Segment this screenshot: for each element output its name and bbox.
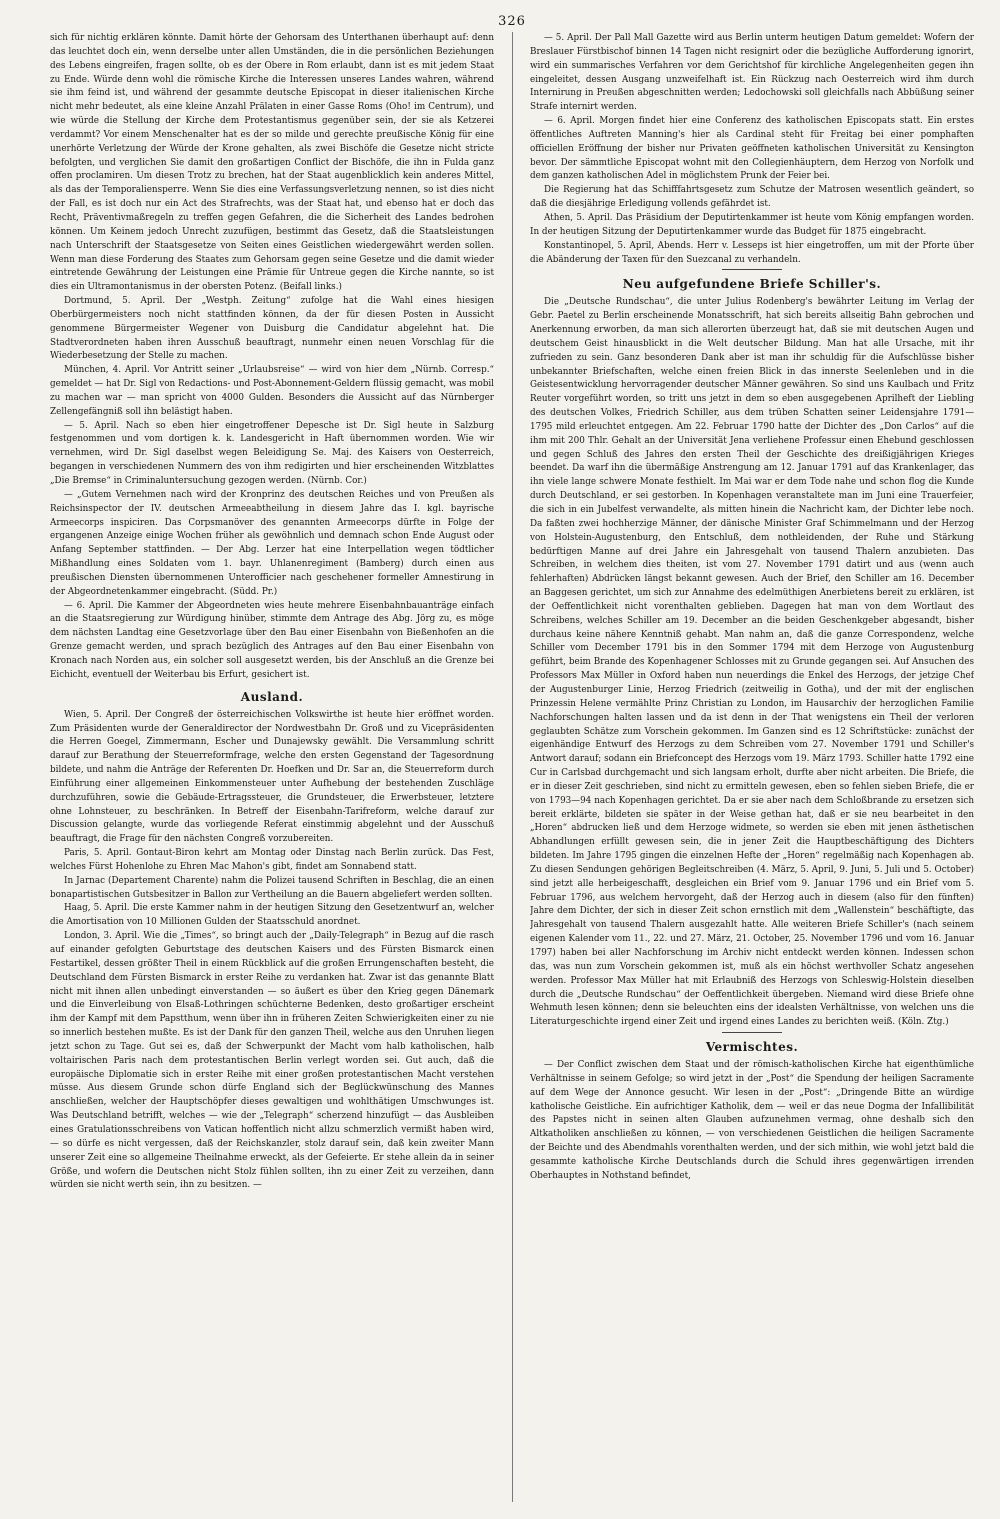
- section-heading-ausland: Ausland.: [240, 689, 304, 704]
- schiller-article: [530, 296, 974, 1030]
- article-paragraph: Die „Deutsche Rundschau“, die unter Julius Rodenberg's bewährter Leitung im Verlag der Gebr. Paetel zu Berlin erscheinende Monatsschrift, hat sich bereits allseitig Bahn gebrochen und Anerkennung erworben, da man sich allerorten überzeugt hat, daß sie mit deutschen Augen und deutschem Geist hinausblickt in die Welt deutscher Bildung. Man hat alle Ursache, mit ihr zufrieden zu sein. Ganz besonderen Dank aber ist man ihr schuldig für die Aufschlüsse bisher unbekannter Briefschaften, welche einen freien Blick in das innerste Seelenleben und in die Geistesentwicklung hervorragender deutscher Männer gewähren. So sind uns Kaulbach und Fritz Reuter vorgeführt worden, so tritt uns jetzt in dem so eben ausgegebenen Aprilheft der Liebling des deutschen Volkes, Friedrich Schiller, aus dem trüben Schatten seiner Leidensjahre 1791—1795 mild erleuchtet entgegen. Am 22. Februar 1790 hatte der Dichter des „Don Carlos“ auf die ihm mit 200 Thlr. Gehalt an der Universität Jena verliehene Professur einen Ehebund geschlossen und gegen Schluß des Jahres den ersten Theil der Geschichte des dreißigjährigen Krieges beendet. Da warf ihn die übermäßige Anstrengung am 12. Januar 1791 auf das Krankenlager, das ihn viele lange schwere Monate festhielt. Im Mai war er dem Tode nahe und schon flog die Kunde durch Deutschland, er sei gestorben. In Kopenhagen veranstaltete man im Juni eine Trauerfeier, die sich in ein Jubelfest verwandelte, als mitten hinein die Nachricht kam, der Dichter lebe noch. Da faßten zwei hochherzige Männer, der dänische Minister Graf Schimmelmann und der Herzog von Holstein-Augustenburg, den Entschluß, dem nothleidenden, der Ruhe und Stärkung bedürftigen Manne auf drei Jahre ein Jahresgehalt von tausend Thalern anzubieten. Das Schreiben, in welchem dies theiten, ist vom 27. November 1791 datirt und aus (wenn auch fehlerhaften) Abdrücken längst bekannt gewesen. Auch der Brief, den Schiller am 16. December an Baggesen gerichtet, um sich zur Annahme des edelmüthigen Anerbietens bereit zu erklären, ist der Oeffentlichkeit nicht vorenthalten geblieben. Dagegen hat man von dem Wortlaut des Schreibens, welches Schiller am 19. December an die beiden Geschenkgeber abgesandt, bisher durchaus keine nähere Kenntniß gehabt. Man nahm an, daß die ganze Correspondenz, welche Schiller vom December 1791 bis in den Sommer 1794 mit dem Herzoge von Augustenburg geführt, beim Brande des Kopenhagener Schlosses mit zu Grunde gegangen sei. Auf Ansuchen des Professors Max Müller in Oxford haben nun neuerdings die Enkel des Herzogs, der jetzige Chef der Augustenburger Linie, Herzog Friedrich (zeitweilig in Gotha), und der mit der englischen Prinzessin Helene vermählte Prinz Christian zu London, im Hausarchiv der herzoglichen Familie Nachforschungen halten lassen und da ist denn in der That wenigstens ein Theil der verloren geglaubten Schätze zum Vorschein gekommen. Im Ganzen sind es 12 Schriftstücke: zunächst der eigenhändige Entwurf des Herzogs zu dem Schreiben vom 27. November 1791 und Schiller's Antwort darauf; sodann ein Briefconcept des Herzogs vom 19. März 1793. Schiller hatte 1792 eine Cur in Carlsbad durchgemacht und sich langsam erholt, durfte aber nicht arbeiten. Die Briefe, die er in dieser Zeit geschrieben, sind nicht zu ermitteln gewesen, eben so fehlen sieben Briefe, die er von 1793—94 nach Kopenhagen gerichtet. Da er sie aber nach dem Schloßbrande zu ersetzen sich bereit erklärte, bildeten sie später in der Weise gethan hat, daß er sie neu bearbeitet in den „Horen“ abdrucken ließ und dem Herzoge widmete, so werden sie eben mit jenen ästhetischen Abhandlungen erfüllt gewesen sein, die in jener Zeit die Hauptbeschäftigung des Dichters bildeten. Im Jahre 1795 gingen die einzelnen Hefte der „Horen“ regelmäßig nach Kopenhagen ab. Zu diesen Sendungen gehörigen Begleitschreiben (4. März, 5. April, 9. Juni, 5. Juli und 5. October) sind jetzt alle herbeigeschafft, desgleichen ein Brief vom 9. Januar 1796 und ein Brief vom 5. Februar 1796, aus welchem hervorgeht, daß der Herzog auch in diesem (also für den fünften) Jahre dem Dichter, der sich in dieser Zeit schon ernstlich mit dem „Wallenstein“ beschäftigte, das Jahresgehalt von tausend Thalern ausgezahlt hatte. Alle weiteren Briefe Schiller's (nach seinem eigenen Kalender vom 11., 22. und 27. März, 21. October, 25. November 1796 und vom 16. Januar 1797) haben bei aller Nachforschung im Archiv nicht entdeckt werden können. Indessen schon das, was nun zum Vorschein gekommen ist, muß als ein höchst werthvoller Schatz angesehen werden. Professor Max Müller hat mit Erlaubniß des Herzogs von Schleswig-Holstein dieselben durch die „Deutsche Rundschau“ der Oeffentlichkeit übergeben. Niemand wird diese Briefe ohne Wehmuth lesen können; denn sie beleuchten eins der idealsten Verhältnisse, von welchen uns die Literaturgeschichte irgend einer Zeit und irgend eines Landes zu berichten weiß. (Köln. Ztg.): [530, 297, 974, 1028]
- article-paragraph: — 5. April. Nach so eben hier eingetroffener Depesche ist Dr. Sigl heute in Salzburg festgenommen und vom dortigen k. k. Landesgericht in Haft übernommen worden. Wie wir vernehmen, wird Dr. Sigl daselbst wegen Beleidigung Se. Maj. des Kaisers von Oesterreich, begangen in verschiedenen Nummern des von ihm redigirten und hier erscheinenden Witzblattes „Die Bremse“ in Criminaluntersuchung gezogen werden. (Nürnb. Cor.): [50, 420, 494, 486]
- column-divider: [512, 32, 513, 1502]
- page-number: 326: [498, 14, 526, 29]
- article-paragraph: Die Regierung hat das Schifffahrtsgesetz zum Schutze der Matrosen wesentlich geändert, so daß die diesjährige Erledigung vollends gefährdet ist.: [530, 185, 974, 210]
- vermischtes-articles: [530, 1059, 974, 1184]
- article-paragraph: In Jarnac (Departement Charente) nahm die Polizei tausend Schriften in Beschlag, die an einen bonapartistischen Gutsbesitzer in Ballon zur Vertheilung an die Bauern abgeliefert werden sollten.: [50, 875, 494, 900]
- article-paragraph: Athen, 5. April. Das Präsidium der Deputirtenkammer ist heute vom König empfangen worden. In der heutigen Sitzung der Deputirtenkammer wurde das Budget für 1875 eingebracht.: [530, 212, 974, 237]
- article-paragraph: sich für nichtig erklären könnte. Damit hörte der Gehorsam des Unterthanen überhaupt auf: denn das leuchtet doch ein, wenn derselbe unter allen Umständen, die in die persönlichen Beziehungen des Lebens eingreifen, fragen sollte, ob es der Obere in Rom erlaubt, dann ist es mit jedem Staat zu Ende. Würde denn wohl die römische Kirche die Interessen unseres Landes wahren, während sie ihm feind ist, und während der gesammte deutsche Episcopat in dieser italienischen Kirche nicht mehr bedeutet, als eine kleine Anzahl Prälaten in einer Gasse Roms (Oho! im Centrum), und wie würde die Stellung der Kirche dem Protestantismus gegenüber sein, der sie als Ketzerei verdammt? Vor einem Menschenalter hat es der so milde und gerechte preußische König für eine unerhörte Verletzung der Würde der Krone gehalten, als zwei Bischöfe die Gesetze nicht stricte befolgten, und verglichen Sie damit den großartigen Conflict der Bischöfe, die ihn in Fulda ganz offen proclamiren. Um diesen Trotz zu brechen, hat der Staat augenblicklich kein anderes Mittel, als das der Temporaliensperre. Wenn Sie dies eine Verfassungsverletzung nennen, so ist dies nicht der Fall, es ist doch nur ein Act des Strafrechts, was der Staat hat, und ebenso hat er doch das Recht, Präventivmaßregeln zu treffen gegen Gefahren, die die Sicherheit des Landes bedrohen können. Um Keinem jedoch Unrecht zuzufügen, bestimmt das Gesetz, daß die Staatsleistungen nach Unterschrift der Staatsgesetze von Seiten eines Geistlichen wiedergewährt werden sollen. Wenn man diese Forderung des Staates zum Gehorsam gegen seine Gesetze und die damit wieder eintretende Gewährung der Leistungen eine Prämie für Untreue gegen die Kirche nannte, so ist dies ein Ultramontanismus in der obersten Potenz. (Beifall links.): [50, 33, 494, 293]
- article-paragraph: Konstantinopel, 5. April, Abends. Herr v. Lesseps ist hier eingetroffen, um mit der Pforte über die Abänderung der Taxen für den Suezcanal zu verhandeln.: [530, 240, 974, 265]
- section-rule: [722, 1032, 782, 1033]
- article-paragraph: — Der Conflict zwischen dem Staat und der römisch-katholischen Kirche hat eigenthümliche Verhältnisse in seinem Gefolge; so wird jetzt in der „Post“ die Spendung der heiligen Sacramente auf dem Wege der Annonce gesucht. Wir lesen in der „Post“: „Dringende Bitte an würdige katholische Geistliche. Ein aufrichtiger Katholik, dem — weil er das neue Dogma der Infallibilität des Papstes nicht in seinen alten Glauben aufzunehmen vermag, ohne deshalb sich den Altkatholiken anschließen zu können, — von verschiedenen Geistlichen die heiligen Sacramente der Beichte und des Abendmahls vorenthalten werden, und der sich mithin, wie wohl jetzt bald die gesammte katholische Kirche Deutschlands durch die Schuld ihres gegenwärtigen irrenden Oberhauptes in Nothstand befindet,: [530, 1060, 974, 1181]
- article-paragraph: Haag, 5. April. Die erste Kammer nahm in der heutigen Sitzung den Gesetzentwurf an, welcher die Amortisation von 10 Millionen Gulden der Staatsschuld anordnet.: [50, 903, 494, 928]
- right-column: [530, 32, 974, 1502]
- article-paragraph: — 6. April. Morgen findet hier eine Conferenz des katholischen Episcopats statt. Ein erstes öffentliches Auftreten Manning's hier als Cardinal steht für Freitag bei einer pomphaften officiellen Eröffnung der bisher nur Privaten geöffneten katholischen Universität zu Kensington bevor. Der sämmtliche Episcopat wohnt mit den Collegienhäuptern, dem Herzog von Norfolk und dem ganzen katholischen Adel in möglichstem Prunk der Feier bei.: [530, 116, 974, 182]
- section-heading-schiller: Neu aufgefundene Briefe Schiller's.: [622, 277, 882, 292]
- left-column-articles: [50, 32, 494, 683]
- article-paragraph: — 5. April. Der Pall Mall Gazette wird aus Berlin unterm heutigen Datum gemeldet: Wofern der Breslauer Fürstbischof binnen 14 Tagen nicht resignirt oder die bezügliche Aufforderung ignorirt, wird ein summarisches Verfahren vor dem Gerichtshof für kirchliche Angelegenheiten gegen ihn eingeleitet, dessen Ausgang unzweifelhaft ist. Ein Rückzug nach Oesterreich wird ihm durch Internirung in Preußen abgeschnitten werden; Ledochowski soll gleichfalls nach Abbüßung seiner Strafe internirt werden.: [530, 33, 974, 113]
- section-rule: [722, 269, 782, 270]
- article-paragraph: London, 3. April. Wie die „Times“, so bringt auch der „Daily-Telegraph“ in Bezug auf die rasch auf einander gefolgten Geburtstage des deutschen Kaisers und des Fürsten Bismarck einen Festartikel, dessen größter Theil in einem Rückblick auf die großen Errungenschaften besteht, die Deutschland dem Fürsten Bismarck in erster Reihe zu verdanken hat. Zwar ist das genannte Blatt nicht mit ihnen allen unbedingt einverstanden — so äußert es über den Krieg gegen Dänemark und die Einverleibung von Elsaß-Lothringen schüchterne Bedenken, desto großartiger erscheint ihm der Kampf mit dem Papstthum, wenn über ihn in früheren Zeiten Schwierigkeiten einer zu nie so innerlich bestehen mußte. Es ist der Dank für den ganzen Theil, welche aus den Unruhen liegen jetzt schon zu Tage. Gut sei es, daß der Schwerpunkt der Macht vom halb katholischen, halb voltairischen Paris nach dem protestantischen Berlin verlegt worden sei. Gut auch, daß die europäische Diplomatie sich in erster Reihe mit einer großen protestantischen Macht verstehen müsse. Aus diesem Grunde schon dürfe England sich der Beglückwünschung des Mannes anschließen, welcher der Hauptschöpfer dieses gewaltigen und wohlthätigen Umschwunges ist. Was Deutschland betrifft, welches — wie der „Telegraph“ scherzend hinzufügt — das Ausbleiben eines Gratulationsschreibens von Vatican hoffentlich nicht allzu schmerzlich vermißt haben wird, — so dürfe es nicht vergessen, daß der Reichskanzler, stolz darauf sein, daß kein zweiter Mann unserer Zeit eine so allgemeine Theilnahme erweckt, als der Gefeierte. Er stehe allein da in seiner Größe, und wofern die Deutschen nicht Stolz fühlen sollten, ihn zu einer Zeit zu verzeihen, dann würden sie nicht werth sein, ihn zu besitzen. —: [50, 931, 494, 1191]
- article-paragraph: — „Gutem Vernehmen nach wird der Kronprinz des deutschen Reiches und von Preußen als Reichsinspector der IV. deutschen Armeeabtheilung in diesem Jahre das I. kgl. bayrische Armeecorps inspiciren. Das Corpsmanöver des genannten Armeecorps dürfte in Folge der ergangenen Anzeige einige Wochen früher als gewöhnlich und demnach schon Ende August oder Anfang September stattfinden. — Der Abg. Lerzer hat eine Interpellation wegen tödtlicher Mißhandlung eines Soldaten vom 1. bayr. Uhlanenregiment (Bamberg) durch einen aus preußischen Diensten übernommenen Unterofficier nach geschehener formeller Amnestirung in der Abgeordnetenkammer eingebracht. (Südd. Pr.): [50, 489, 494, 597]
- article-paragraph: Wien, 5. April. Der Congreß der österreichischen Volkswirthe ist heute hier eröffnet worden. Zum Präsidenten wurde der Generaldirector der Nordwestbahn Dr. Groß und zu Vicepräsidenten die Herren Goegel, Zimmermann, Escher und Dunajewsky gewählt. Die Versammlung schritt darauf zur Berathung der Steuerreformfrage, welche den ersten Gegenstand der Tagesordnung bildete, und nahm die Anträge der Referenten Dr. Hoefken und Dr. Sar an, die Steuerreform durch Einführung einer allgemeinen Einkommensteuer unter Aufhebung der bestehenden Zuschläge durchzuführen, sowie die Gebäude-Ertragssteuer, die Grundsteuer, die Erwerbsteuer, letztere ohne Lohnsteuer, zu beschränken. In Betreff der Eisenbahn-Tarifreform, welche darauf zur Discussion gelangte, wurde das vorliegende Referat einstimmig abgelehnt und der Ausschuß beauftragt, die Frage für den nächsten Congreß vorzubereiten.: [50, 709, 494, 845]
- section-heading-vermischtes: Vermischtes.: [705, 1040, 799, 1055]
- article-paragraph: München, 4. April. Vor Antritt seiner „Urlaubsreise“ — wird von hier dem „Nürnb. Corresp.“ gemeldet — hat Dr. Sigl von Redactions- und Post-Abonnement-Geldern flüssig gemacht, was mobil zu machen war — man spricht von 4000 Gulden. Besonders die Aussicht auf das Nürnberger Zellengefängniß soll ihn belästigt haben.: [50, 365, 494, 417]
- article-paragraph: — 6. April. Die Kammer der Abgeordneten wies heute mehrere Eisenbahnbauanträge einfach an die Staatsregierung zur Würdigung hinüber, stimmte dem Antrage des Abg. Jörg zu, es möge dem nächsten Landtag eine Gesetzvorlage über den Bau einer Eisenbahn von Bießenhofen an die Grenze gemacht werden, und sprach bezüglich des Antrages auf den Bau einer Eisenbahn von Kronach nach Norden aus, ein solcher soll ausgesetzt werden, bis der Anschluß an die Grenze bei Eichicht, eventuell der Weiterbau bis Erfurt, gesichert ist.: [50, 600, 494, 680]
- article-paragraph: Dortmund, 5. April. Der „Westph. Zeitung“ zufolge hat die Wahl eines hiesigen Oberbürgermeisters noch nicht stattfinden können, da der für diesen Posten in Aussicht genommene Bürgermeister Wegener von Duisburg die Candidatur abgelehnt hat. Die Stadtverordneten haben ihren Ausschuß beauftragt, nunmehr einen neuen Vorschlag für die Wiederbesetzung der Stelle zu machen.: [50, 296, 494, 362]
- ausland-articles: [50, 709, 494, 1194]
- article-paragraph: Paris, 5. April. Gontaut-Biron kehrt am Montag oder Dinstag nach Berlin zurück. Das Fest, welches Fürst Hohenlohe zu Ehren Mac Mahon's gibt, findet am Sonnabend statt.: [50, 848, 494, 872]
- left-column: [50, 32, 494, 1502]
- columns: [50, 32, 974, 1502]
- right-column-articles: [530, 32, 974, 267]
